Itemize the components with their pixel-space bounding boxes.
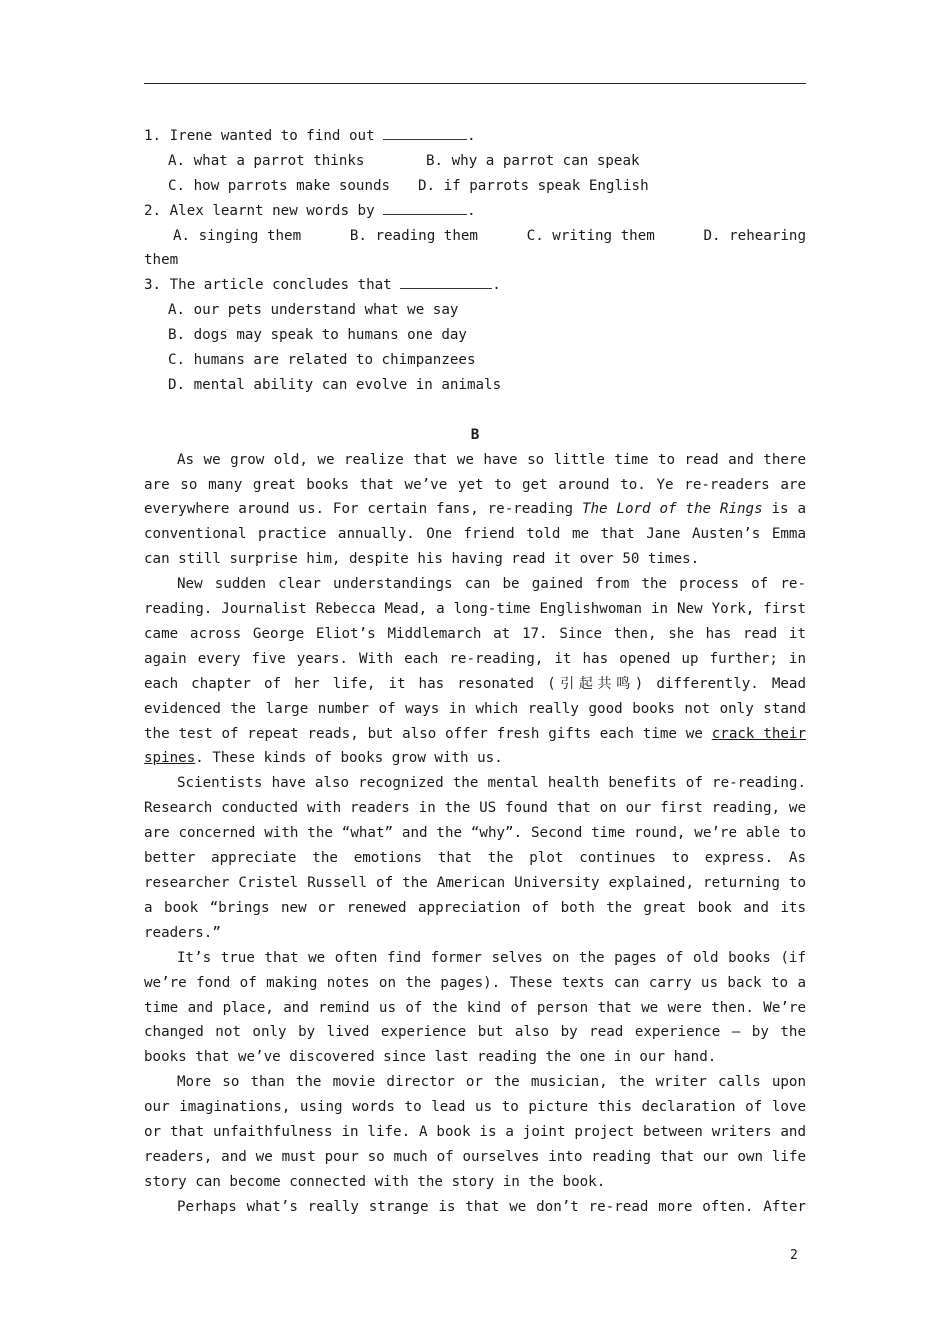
question-2-options-wrap: them [144, 252, 179, 269]
question-2-stem: 2. Alex learnt new words by . [144, 199, 806, 224]
header-rule [144, 83, 806, 84]
question-3-stem: 3. The article concludes that . [144, 273, 806, 298]
option-d: D. rehearing [703, 227, 806, 244]
option-a: A. singing them [173, 227, 302, 244]
passage-paragraph-2: New sudden clear understandings can be gained from the process of re-reading. Journalist Rebecca Mead, a long-time Englishwoman in New York, first came across George Eliot’s Middlemarch at 17. Since then, she has read it again every five years. With each re-reading, it has opened up further; in each chapter of her life, it has resonated (引起共鸣) differently. Mead evidenced the large number of ways in which really good books not only stand the test of repeat reads, but also offer fresh gifts each time we crack their spines. These kinds of books grow with us. [144, 576, 806, 767]
answer-blank [383, 200, 467, 215]
passage-paragraph-3: Scientists have also recognized the mental health benefits of re-reading. Research conducted with readers in the US found that on our first reading, we are concerned with the “what” and the “why”. Second time round, we’re able to better appreciate the emotions that the plot continues to express. As researcher Cristel Russell of the American University explained, returning to a book “brings new or renewed appreciation of both the great book and its readers.” [144, 775, 806, 941]
question-1-options-row-1 [144, 149, 806, 174]
option-a: A. what a parrot thinks [168, 152, 365, 169]
passage [144, 448, 806, 1220]
passage-paragraph-6: Perhaps what’s really strange is that we don’t re-read more often. After [177, 1198, 806, 1215]
option-b: B. reading them [349, 227, 478, 244]
underlined-phrase: crack their spines [144, 725, 806, 767]
option-c: C. how parrots make sounds [168, 177, 391, 194]
option-c: C. writing them [526, 227, 655, 244]
book-title: The Lord of the Rings [581, 501, 763, 518]
answer-blank [383, 125, 467, 140]
passage-paragraph-1: As we grow old, we realize that we have so little time to read and there are so many great books that we’ve yet to get around to. Ye re-readers are everywhere around us. For certain fans, re-reading The Lord of the Rings is a conventional practice annually. One friend told me that Jane Austen’s Emma can still surprise him, despite his having read it over 50 times. [144, 451, 807, 568]
question-2-options [144, 224, 806, 249]
option-d: D. if parrots speak English [418, 177, 649, 194]
question-3-option-a: A. our pets understand what we say [168, 302, 459, 319]
question-1-stem: 1. Irene wanted to find out . [144, 124, 806, 149]
section-heading: B [470, 426, 480, 443]
document-body [144, 124, 806, 1220]
passage-paragraph-5: More so than the movie director or the musician, the writer calls upon our imaginations, using words to lead us to picture this declaration of love or that unfaithfulness in life. A book is a joint project between writers and readers, and we must pour so much of ourselves into reading that our own life story can become connected with the story in the book. [144, 1074, 806, 1190]
passage-paragraph-4: It’s true that we often find former selves on the pages of old books (if we’re fond of making notes on the pages). These texts can carry us back to a time and place, and remind us of the kind of person that we were then. We’re changed not only by lived experience but also by read experience – by the books that we’ve discovered since last reading the one in our hand. [144, 949, 806, 1066]
page-number: 2 [790, 1248, 798, 1263]
question-3-option-c: C. humans are related to chimpanzees [168, 352, 476, 369]
question-3-option-b: B. dogs may speak to humans one day [168, 327, 467, 344]
question-3-option-d: D. mental ability can evolve in animals [168, 376, 502, 393]
answer-blank [400, 274, 492, 289]
option-b: B. why a parrot can speak [426, 152, 640, 169]
question-1-options-row-2 [144, 174, 806, 199]
